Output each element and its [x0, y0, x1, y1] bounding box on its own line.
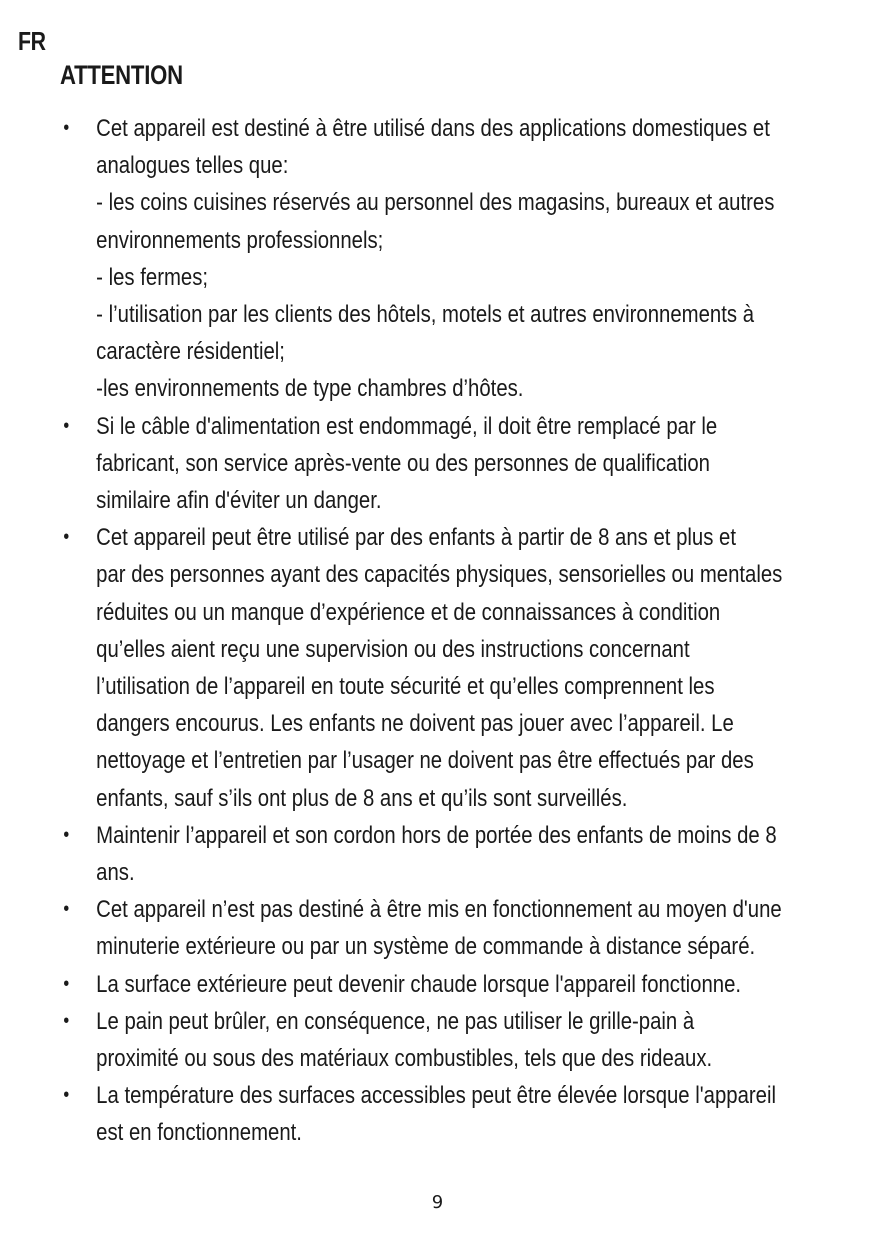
bullet-text-line: analogues telles que: [96, 152, 289, 180]
bullet-text-line: nettoyage et l’entretien par l’usager ne doivent pas être effectués par des [96, 747, 754, 775]
bullet-text-line: environnements professionnels; [96, 226, 384, 254]
bullet-text-line: - les fermes; [96, 263, 209, 291]
bullet-item [58, 966, 797, 1003]
bullet-text-line: fabricant, son service après-vente ou des personnes de qualification [96, 449, 710, 477]
bullet-marker: • [63, 117, 70, 139]
bullet-text-line: similaire afin d'éviter un danger. [96, 487, 382, 515]
language-code: FR [18, 26, 46, 56]
bullet-item [58, 1077, 797, 1151]
bullet-text-line: Le pain peut brûler, en conséquence, ne pas utiliser le grille-pain à [96, 1007, 695, 1035]
bullet-marker: • [63, 1009, 70, 1032]
bullet-text-line: Cet appareil peut être utilisé par des enfants à partir de 8 ans et plus et [96, 524, 736, 552]
bullet-marker: • [63, 823, 70, 846]
bullet-text-line: - l’utilisation par les clients des hôtels, motels et autres environnements à [96, 301, 755, 329]
bullet-item [58, 408, 797, 520]
bullet-text-line: -les environnements de type chambres d’hôtes. [96, 375, 524, 403]
bullet-text-line: réduites ou un manque d’expérience et de connaissances à condition [96, 598, 721, 626]
bullet-text-line: Cet appareil n’est pas destiné à être mis en fonctionnement au moyen d'une [96, 896, 782, 924]
bullet-item [58, 519, 797, 817]
warning-bullet-list [58, 110, 797, 1152]
bullet-text-line: ans. [96, 859, 135, 887]
bullet-text-line: minuterie extérieure ou par un système de commande à distance séparé. [96, 933, 756, 961]
bullet-text-line: Si le câble d'alimentation est endommagé, il doit être remplacé par le [96, 412, 718, 440]
page-number: 9 [431, 1192, 444, 1213]
bullet-item [58, 817, 797, 891]
bullet-text-line: est en fonctionnement. [96, 1119, 302, 1147]
bullet-text-line: dangers encourus. Les enfants ne doivent pas jouer avec l’appareil. Le [96, 710, 734, 738]
bullet-text-line: Cet appareil est destiné à être utilisé dans des applications domestiques et [96, 115, 770, 142]
bullet-marker: • [63, 414, 70, 437]
bullet-marker: • [63, 1084, 70, 1107]
bullet-marker: • [63, 898, 70, 921]
bullet-marker: • [63, 526, 70, 549]
bullet-text-line: qu’elles aient reçu une supervision ou des instructions concernant [96, 635, 690, 663]
bullet-text-line: - les coins cuisines réservés au personnel des magasins, bureaux et autres [96, 189, 775, 217]
bullet-item [58, 1003, 797, 1077]
bullet-text-line: caractère résidentiel; [96, 338, 285, 366]
bullet-text-line: Maintenir l’appareil et son cordon hors de portée des enfants de moins de 8 [96, 821, 777, 849]
bullet-text-line: proximité ou sous des matériaux combustibles, tels que des rideaux. [96, 1045, 713, 1073]
bullet-marker: • [63, 972, 70, 995]
bullet-text-line: La surface extérieure peut devenir chaude lorsque l'appareil fonctionne. [96, 970, 742, 998]
page-title: ATTENTION [60, 60, 183, 90]
bullet-text-line: par des personnes ayant des capacités physiques, sensorielles ou mentales [96, 561, 783, 589]
bullet-text-line: La température des surfaces accessibles peut être élevée lorsque l'appareil [96, 1082, 777, 1110]
bullet-item [58, 110, 797, 408]
bullet-item [58, 891, 797, 965]
bullet-text-line: l’utilisation de l’appareil en toute sécurité et qu’elles comprennent les [96, 673, 715, 701]
bullet-text-line: enfants, sauf s’ils ont plus de 8 ans et qu’ils sont surveillés. [96, 784, 628, 812]
